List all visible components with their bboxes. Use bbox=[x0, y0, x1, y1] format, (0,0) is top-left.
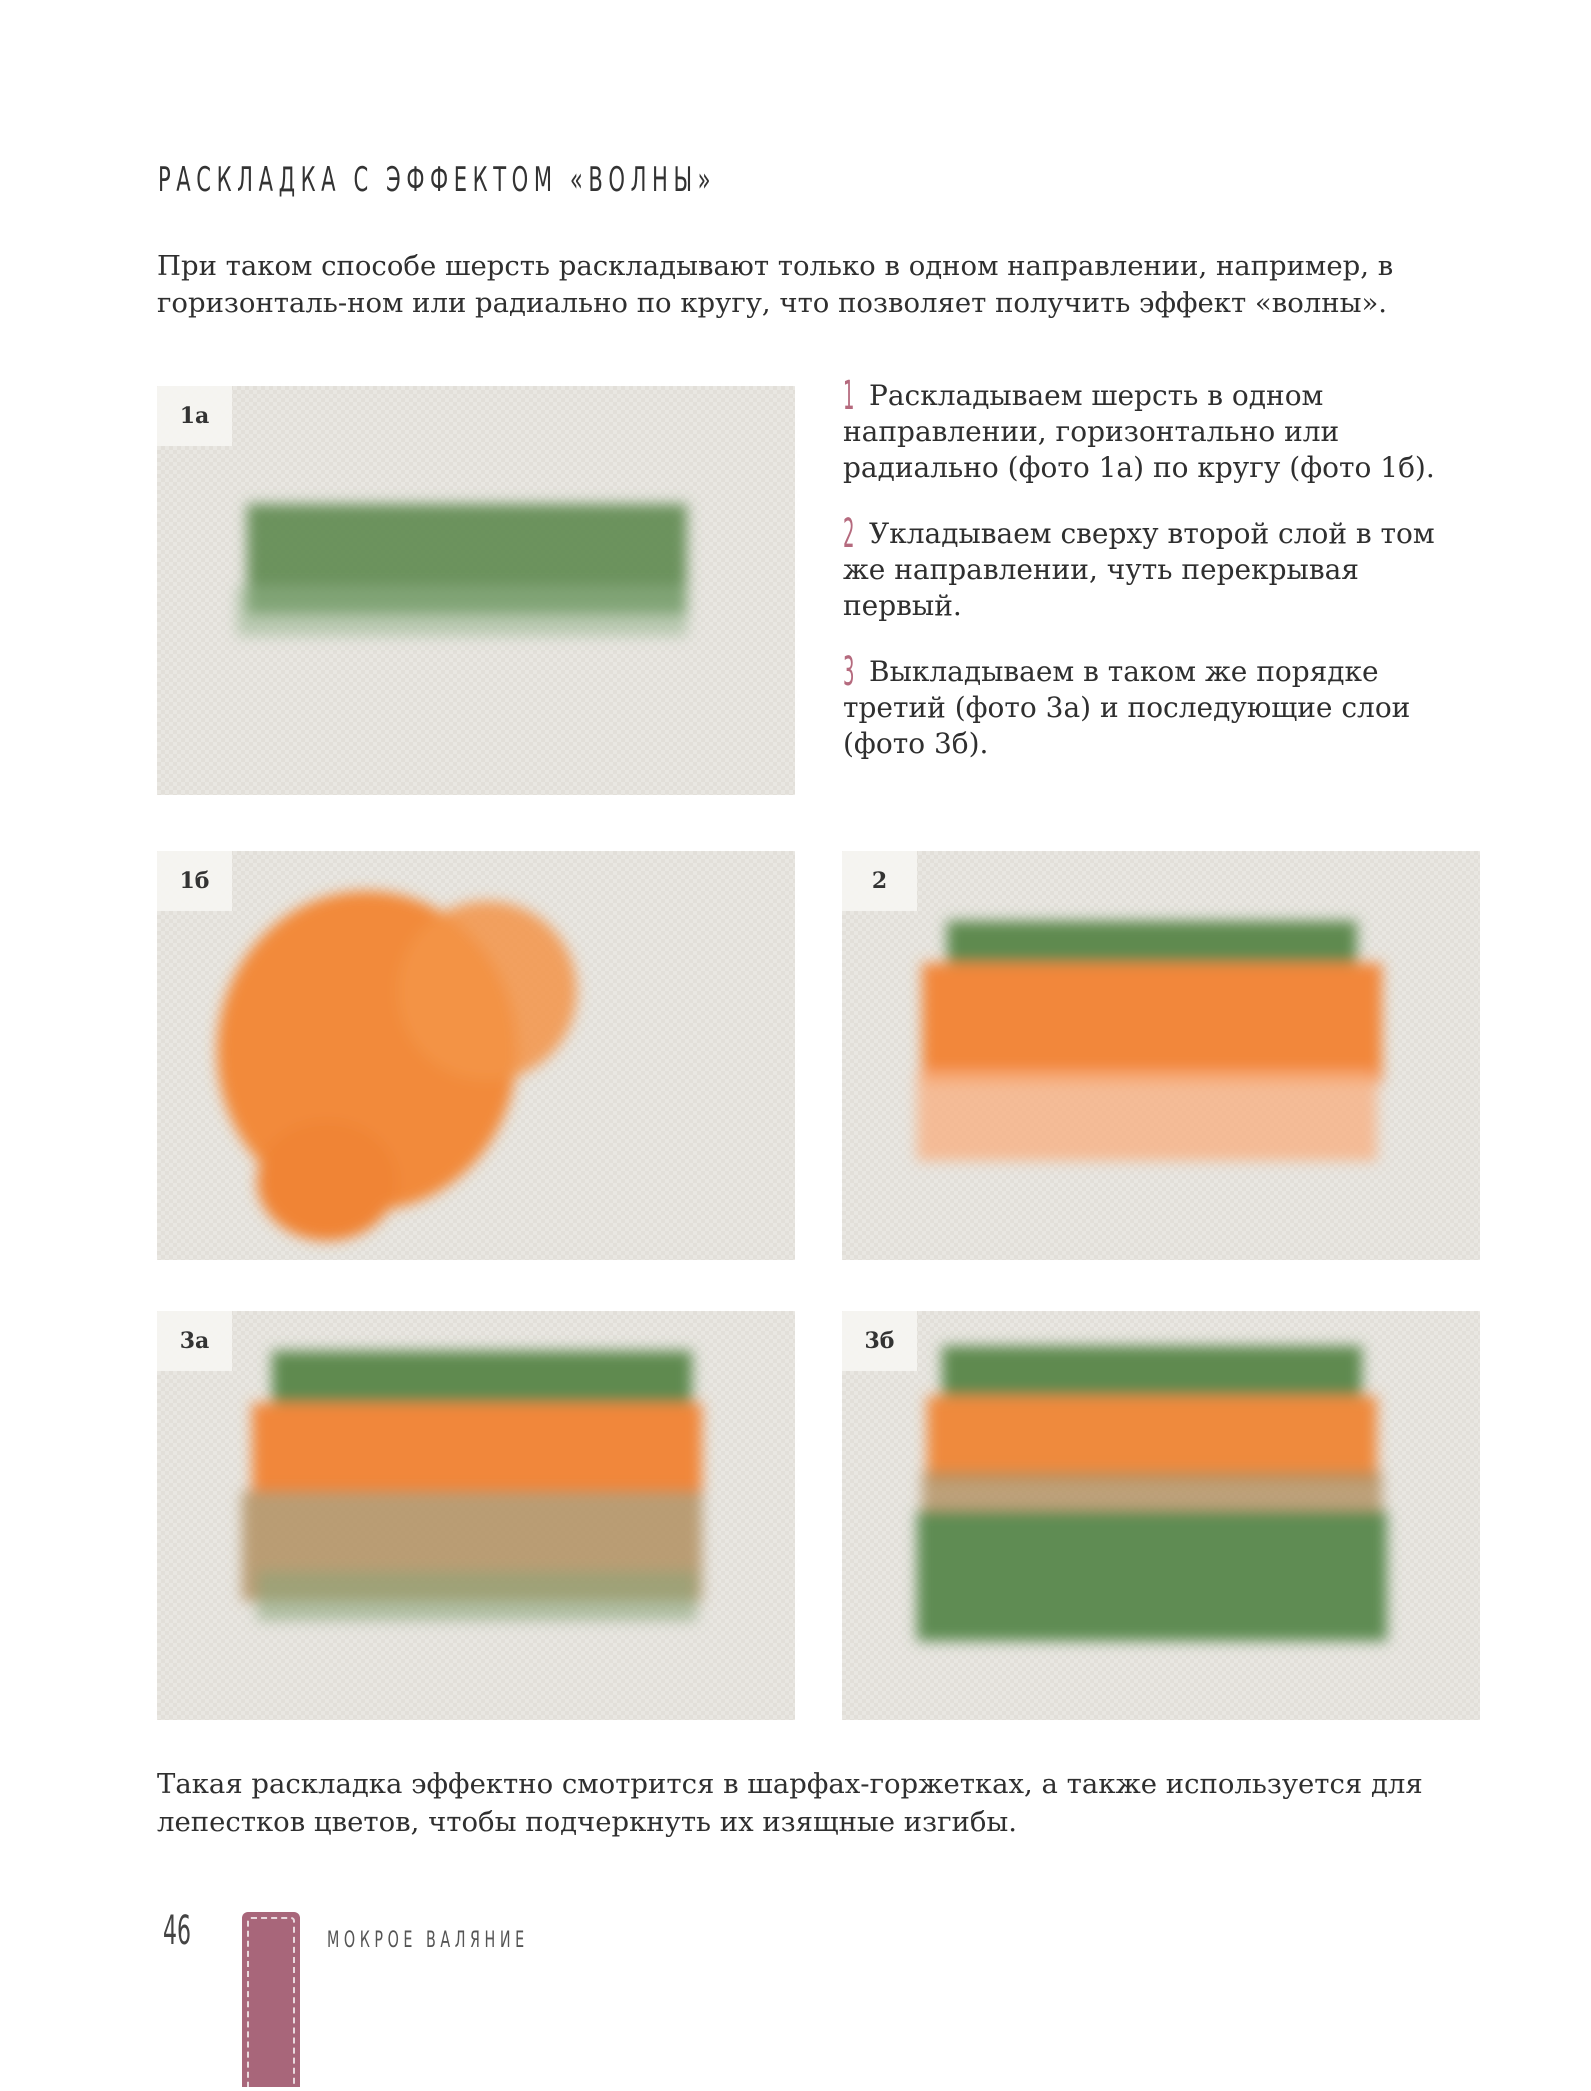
closing-paragraph: Такая раскладка эффектно смотрится в шарфах-горжетках, а также используется для лепестков цветов, чтобы подчеркнуть их изящные изгибы. bbox=[157, 1768, 1423, 1838]
photo-label: 2 bbox=[842, 851, 917, 911]
photo-label: 3а bbox=[157, 1311, 232, 1371]
photo-1a bbox=[157, 386, 795, 795]
photo-label: 3б bbox=[842, 1311, 917, 1371]
photo-1b bbox=[157, 851, 795, 1260]
photo-label: 1а bbox=[157, 386, 232, 446]
step-2 bbox=[843, 511, 1483, 624]
intro-paragraph: При таком способе шерсть раскладывают только в одном направлении, например, в горизонталь-ном или радиально по кругу, что позволяет получить эффект «волны». bbox=[157, 250, 1394, 319]
bookmark-ribbon bbox=[242, 1912, 300, 2087]
step-number: 3 bbox=[843, 649, 855, 695]
step-text: Раскладываем шерсть в одном направлении, горизонтально или радиально (фото 1а) по кругу (фото 1б). bbox=[843, 379, 1435, 484]
page-number: 46 bbox=[163, 1908, 191, 1954]
running-title: МОКРОЕ ВАЛЯНИЕ bbox=[327, 1928, 529, 1953]
step-text: Укладываем сверху второй слой в том же направлении, чуть перекрывая первый. bbox=[843, 517, 1435, 622]
section-heading: РАСКЛАДКА С ЭФФЕКТОМ «ВОЛНЫ» bbox=[158, 160, 717, 200]
photo-3b bbox=[842, 1311, 1480, 1720]
steps-list bbox=[843, 373, 1483, 792]
step-1 bbox=[843, 373, 1483, 486]
photo-2 bbox=[842, 851, 1480, 1260]
photo-3a bbox=[157, 1311, 795, 1720]
step-number: 2 bbox=[843, 511, 855, 557]
photo-label: 1б bbox=[157, 851, 232, 911]
step-3 bbox=[843, 649, 1483, 762]
step-text: Выкладываем в таком же порядке третий (фото 3а) и последующие слои (фото 3б). bbox=[843, 655, 1411, 760]
step-number: 1 bbox=[843, 373, 855, 419]
